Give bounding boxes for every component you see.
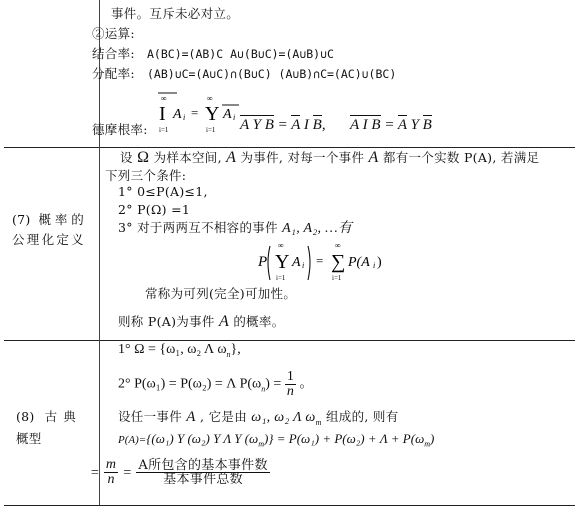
demorgan-equation-1: A Υ B = A Ι B, <box>240 117 326 133</box>
svg-text:i=1: i=1 <box>332 274 342 282</box>
associative-label: 结合率: <box>92 46 135 61</box>
classical-line-2: 2° P(ω₁) = P(ω₂) = Λ $P(\omega_n)$ = $\frac{1}{n}$ 。 <box>118 369 314 399</box>
count-ratio-fraction: $\frac{\text{A所包含的基本事件数}}{\text{基本事件总数}}$ <box>138 458 268 487</box>
svg-text:P: P <box>258 254 268 270</box>
condition-3: 3° 对于两两互不相容的事件 A₁, A₂, …有 <box>118 220 353 236</box>
demorgan-label: 德摩根率: <box>92 122 148 137</box>
distributive-label: 分配率: <box>92 66 135 81</box>
demorgan-equation-2: A Ι B = A Υ B <box>350 117 432 133</box>
operations-heading: ②运算: <box>92 26 135 41</box>
m-over-n-fraction: $\frac{m}{n}$ <box>105 457 117 487</box>
svg-text:∞: ∞ <box>335 241 341 250</box>
classical-line-1: 1° Ω = {ω₁, ω₂ Λ $\omega_n$}, <box>118 342 241 359</box>
section7-conclusion: 则称 P(A)为事件 A 的概率。 <box>118 313 285 330</box>
additivity-note: 常称为可列(完全)可加性。 <box>145 286 297 301</box>
classical-line-3: 设任一事件 A , 它是由 ω₁, ω₂ Λ $\omega_m$ 组成的, 则有 <box>118 409 399 427</box>
svg-text:P(A: P(A <box>348 255 370 270</box>
section7-intro-line2: 下列三个条件: <box>105 168 187 183</box>
omega-symbol: Ω <box>137 149 150 166</box>
svg-text:∞: ∞ <box>161 94 167 103</box>
rule-top-section-bottom <box>4 147 575 148</box>
demorgan-general-formula <box>155 90 245 138</box>
svg-text:A: A <box>173 107 182 122</box>
svg-text:i: i <box>233 113 236 122</box>
one-over-n-fraction: $\frac{1}{n}$ <box>286 369 294 399</box>
svg-text:Υ: Υ <box>275 251 290 273</box>
svg-text:=: = <box>191 105 199 120</box>
distributive-formula: (AB)∪C=(A∪C)∩(B∪C) (A∪B)∩C=(AC)∪(BC) <box>147 67 397 81</box>
rule-section8-bottom <box>4 505 575 506</box>
demorgan-eq1-left: A Υ B <box>240 117 274 133</box>
svg-text:∑: ∑ <box>331 251 346 273</box>
section8-label: (8) 古典概型 <box>16 409 76 446</box>
associative-formula: A(BC)=(AB)C A∪(B∪C)=(A∪B)∪C <box>147 47 334 61</box>
svg-text:): ) <box>377 255 382 270</box>
condition-1: 1° 0≤P(A)≤1, <box>118 184 208 199</box>
svg-text:∞: ∞ <box>207 94 213 103</box>
svg-text:i=1: i=1 <box>159 126 169 134</box>
svg-text:∞: ∞ <box>278 241 284 250</box>
svg-text:A: A <box>223 107 232 122</box>
classical-probability-formula: = $\frac{m}{n}$ = $\frac{\text{A所包含的基本事件数}}{\text{基本事件总数}}$ <box>90 457 268 487</box>
classical-line-4: P(A)={(ω₁) Υ (ω₂) Υ Λ Υ $(\omega_m)\} = P(\omega_1) + P(\omega_2) + \Lambda + P(\omega_m)$ <box>118 431 435 449</box>
svg-text:=: = <box>316 253 324 268</box>
svg-text:Υ: Υ <box>205 103 220 125</box>
section7-label: (7) 概率的公理化定义 <box>12 212 84 247</box>
rule-section7-bottom <box>4 340 575 341</box>
condition-2: 2° P(Ω) =1 <box>118 202 191 217</box>
countable-additivity-formula <box>258 238 398 288</box>
svg-text:i=1: i=1 <box>206 126 216 134</box>
svg-text:i: i <box>373 261 376 270</box>
svg-text:I: I <box>159 103 166 125</box>
continuation-line: 事件。互斥未必对立。 <box>111 6 240 21</box>
svg-text:i: i <box>183 113 186 122</box>
svg-text:i=1: i=1 <box>276 274 286 282</box>
section7-intro: 设 Ω 为样本空间, A 为事件, 对每一个事件 A 都有一个实数 P(A), 若满足 <box>120 149 540 166</box>
svg-text:A: A <box>292 255 301 270</box>
svg-text:i: i <box>302 261 305 270</box>
